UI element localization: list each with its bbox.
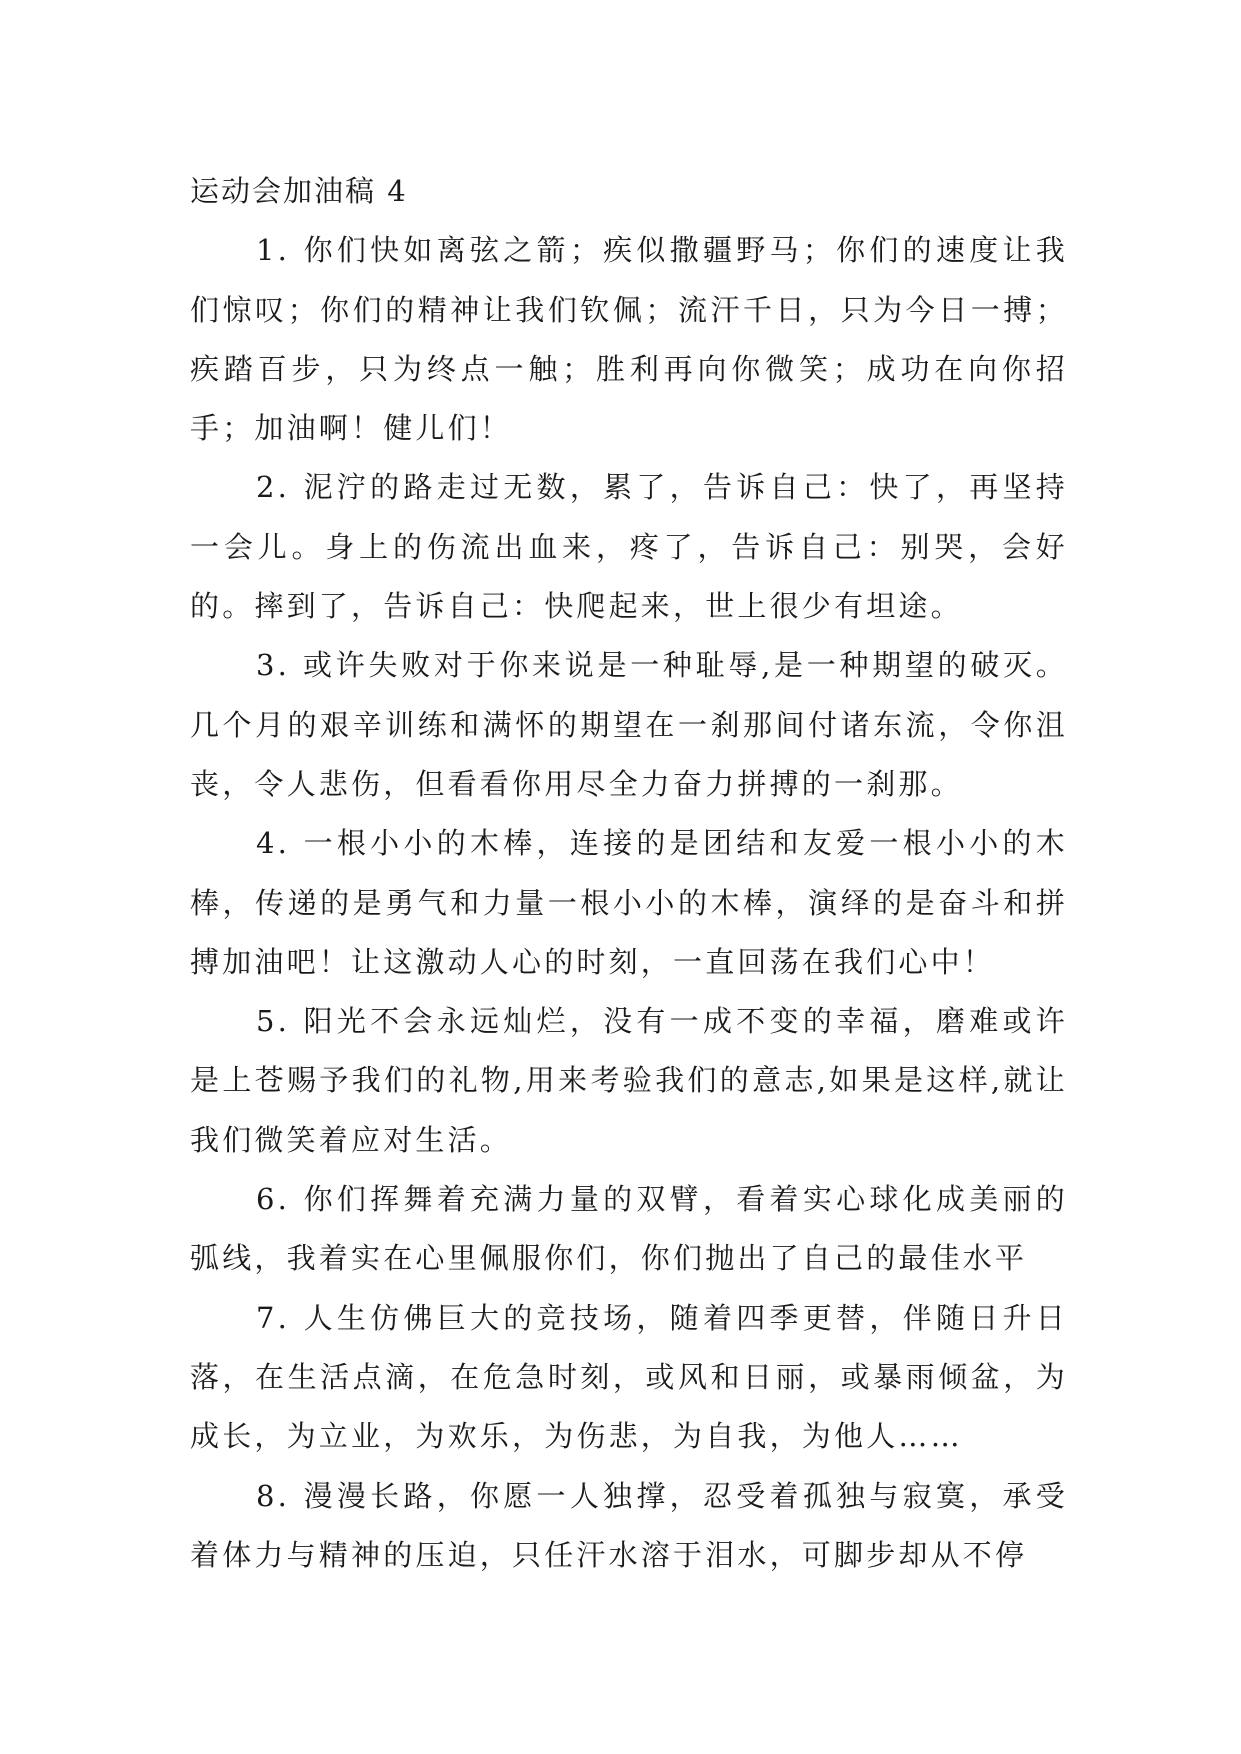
- paragraph-1: 1. 你们快如离弦之箭；疾似撒疆野马；你们的速度让我们惊叹；你们的精神让我们钦佩；流汗千日，只为今日一搏；疾踏百步，只为终点一触；胜利再向你微笑；成功在向你招手；加油啊！健儿们！: [190, 233, 1068, 446]
- paragraph-5: 5. 阳光不会永远灿烂，没有一成不变的幸福，磨难或许是上苍赐予我们的礼物,用来考验我们的意志,如果是这样,就让我们微笑着应对生活。: [190, 1004, 1068, 1157]
- document-page: [190, 162, 1068, 1585]
- paragraph-7: 7. 人生仿佛巨大的竞技场，随着四季更替，伴随日升日落，在生活点滴，在危急时刻，或风和日丽，或暴雨倾盆，为成长，为立业，为欢乐，为伤悲，为自我，为他人……: [190, 1300, 1068, 1454]
- paragraph-8: 8. 漫漫长路，你愿一人独撑，忍受着孤独与寂寞，承受着体力与精神的压迫，只任汗水溶于泪水，可脚步却从不停: [190, 1478, 1068, 1572]
- paragraph-3: 3. 或许失败对于你来说是一种耻辱,是一种期望的破灭。几个月的艰辛训练和满怀的期望在一刹那间付诸东流，令你沮丧，令人悲伤，但看看你用尽全力奋力拼搏的一刹那。: [190, 648, 1068, 801]
- paragraph-2: 2. 泥泞的路走过无数，累了，告诉自己：快了，再坚持一会儿。身上的伤流出血来，疼了，告诉自己：别哭，会好的。摔到了，告诉自己：快爬起来，世上很少有坦途。: [190, 470, 1068, 624]
- paragraph-6: 6. 你们挥舞着充满力量的双臂，看着实心球化成美丽的弧线，我着实在心里佩服你们，你们抛出了自己的最佳水平: [190, 1182, 1068, 1276]
- paragraph-4: 4. 一根小小的木棒，连接的是团结和友爱一根小小的木棒，传递的是勇气和力量一根小小的木棒，演绎的是奋斗和拼搏加油吧！让这激动人心的时刻，一直回荡在我们心中！: [190, 826, 1068, 979]
- document-title: 运动会加油稿 4: [190, 174, 408, 208]
